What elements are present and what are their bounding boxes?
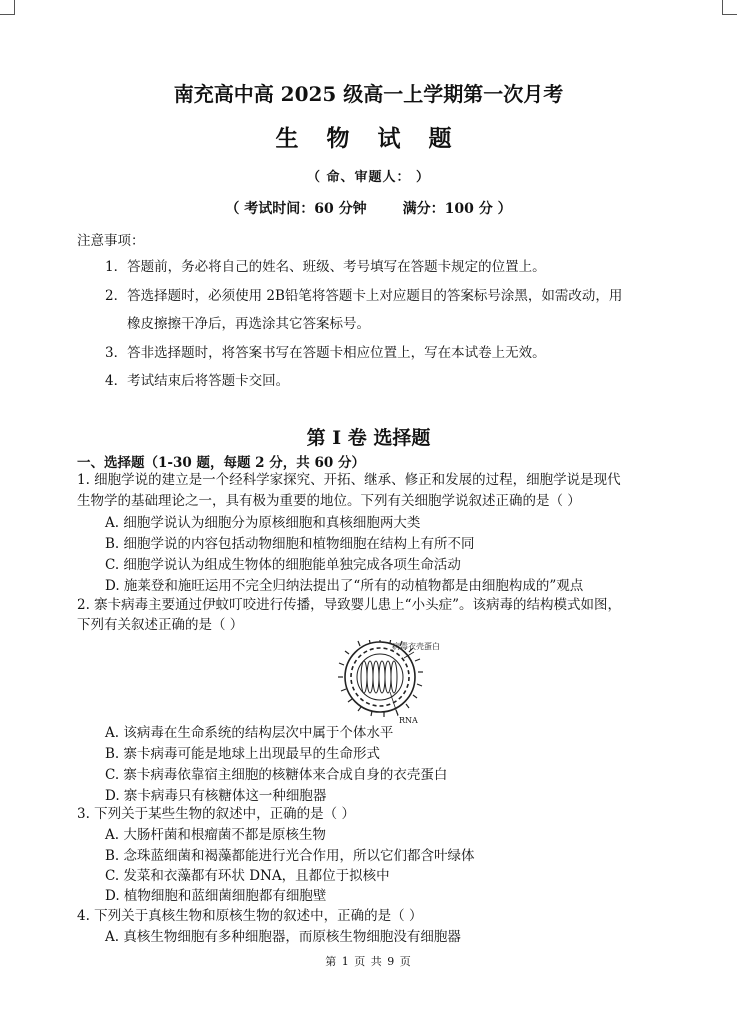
exam-info: [0, 198, 737, 218]
option-c: C. 寨卡病毒依靠宿主细胞的核糖体来合成自身的衣壳蛋白: [105, 767, 448, 783]
option-d: D. 寨卡病毒只有核糖体这一种细胞器: [105, 788, 327, 804]
question-stem: 下列有关叙述正确的是（ ）: [77, 617, 244, 633]
notice-item: 1．答题前，务必将自己的姓名、班级、考号填写在答题卡规定的位置上。: [105, 259, 546, 275]
option-b: B. 细胞学说的内容包括动物细胞和植物细胞在结构上有所不同: [105, 536, 475, 552]
notice-item: 4．考试结束后将答题卡交回。: [105, 373, 290, 389]
page-footer: 第 1 页 共 9 页: [325, 955, 412, 968]
capsid-label: 病毒衣壳蛋白: [392, 642, 440, 651]
subject-title: 生 物 试 题: [275, 125, 462, 152]
notice-item: 3．答非选择题时，将答案书写在答题卡相应位置上，写在本试卷上无效。: [105, 345, 546, 361]
question-stem: 生物学的基础理论之一，具有极为重要的地位。下列有关细胞学说叙述正确的是（ ）: [77, 493, 581, 509]
author-line: （ 命、审题人： ）: [306, 170, 431, 185]
option-d: D. 植物细胞和蓝细菌细胞都有细胞壁: [105, 888, 327, 904]
option-b: B. 念珠蓝细菌和褐藻都能进行光合作用，所以它们都含叶绿体: [105, 848, 475, 864]
question-stem: 3. 下列关于某些生物的叙述中，正确的是（ ）: [77, 806, 355, 822]
notice-item: 2．答选择题时，必须使用 2B铅笔将答题卡上对应题目的答案标号涂黑，如需改动，用: [105, 288, 623, 304]
question-stem: 2. 寨卡病毒主要通过伊蚊叮咬进行传播，导致婴儿患上“小头症”。该病毒的结构模式如图，: [77, 597, 621, 613]
option-c: C. 细胞学说认为组成生物体的细胞能单独完成各项生命活动: [105, 557, 461, 573]
corner-mark-right: [722, 0, 737, 15]
option-b: B. 寨卡病毒可能是地球上出现最早的生命形式: [105, 746, 381, 762]
notice-item-continued: 橡皮擦擦干净后，再选涂其它答案标号。: [127, 316, 370, 332]
option-a: A. 大肠杆菌和根瘤菌不都是原核生物: [105, 827, 326, 843]
option-d: D. 施莱登和施旺运用不完全归纳法提出了“所有的动植物都是由细胞构成的”观点: [105, 578, 584, 594]
option-c: C. 发菜和衣藻都有环状 DNA，且都位于拟核中: [105, 868, 390, 884]
section-subtitle: 一、选择题（1-30 题，每题 2 分，共 60 分）: [77, 455, 365, 471]
notice-heading: 注意事项：: [77, 233, 145, 249]
score-label: 满分：100 分 ）: [402, 201, 512, 217]
question-stem: 1. 细胞学说的建立是一个经科学家探究、开拓、继承、修正和发展的过程，细胞学说是现代: [77, 472, 621, 488]
question-stem: 4. 下列关于真核生物和原核生物的叙述中，正确的是（ ）: [77, 908, 423, 924]
rna-label: RNA: [399, 716, 418, 724]
option-a: A. 细胞学说认为细胞分为原核细胞和真核细胞两大类: [105, 515, 421, 531]
option-a: A. 真核生物细胞有多种细胞器，而原核生物细胞没有细胞器: [105, 929, 461, 945]
virus-structure-diagram: [318, 640, 448, 724]
section-title: 第 I 卷 选择题: [306, 427, 431, 449]
time-label: （ 考试时间：60 分钟: [225, 201, 367, 217]
exam-title: 南充高中高 2025 级高一上学期第一次月考: [173, 82, 564, 106]
option-a: A. 该病毒在生命系统的结构层次中属于个体水平: [105, 725, 394, 741]
corner-mark-left: [0, 0, 15, 15]
capsid-outer-circle: [345, 642, 415, 712]
